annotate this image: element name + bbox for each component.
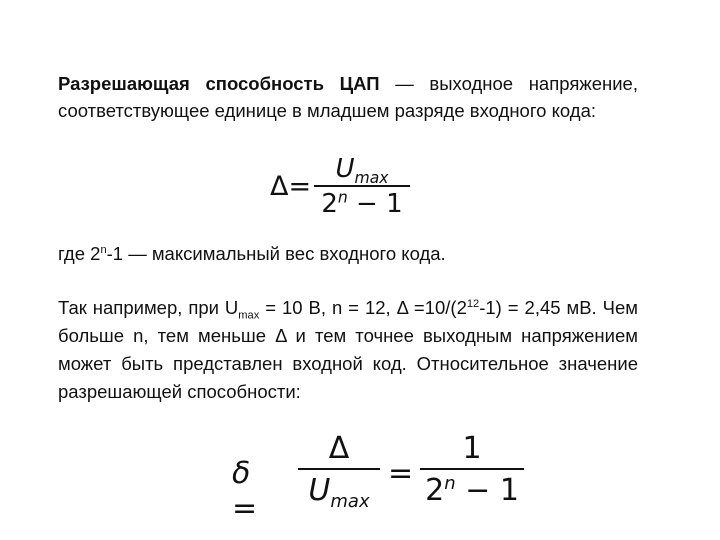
term-dac-resolution: Разрешающая способность ЦАП: [58, 73, 380, 94]
formula2-fraction-2: [420, 430, 524, 512]
formula2-equals: =: [388, 456, 414, 491]
formula1-numerator: $U_{max}$: [335, 154, 389, 188]
formula2-frac2-numerator: 1: [462, 431, 482, 466]
definition-text: — выходное напряжение, соответствующее единице в младшем разряде входного кода:: [58, 73, 638, 121]
formula1-denominator: $2^n - 1$: [321, 188, 403, 219]
formula2-frac1-numerator: Δ: [328, 431, 350, 466]
formula1-fraction: [314, 153, 410, 221]
paragraph-resolution-definition: [58, 70, 638, 124]
formula1-lhs: Δ=: [270, 171, 312, 202]
formula2-frac2-denominator: $2^n - 1$: [425, 473, 519, 508]
formula2-lhs: δ =: [232, 456, 258, 526]
paragraph-example: Так например, при $U_{max} = 10$ В, n = 12, $\Delta =10/(2^{12}-1) = 2,45$ мВ. Чем больше n, тем меньше Δ и тем точнее выходным напряжением может быть представлен входной код. Относительное значение разрешающей способности:: [58, 297, 638, 402]
formula2-frac1-denominator: $U_{max}$: [308, 473, 370, 512]
paragraph-max-weight: где 2$^n$-1 — максимальный вес входного кода.: [58, 243, 446, 264]
formula2-fraction-1: [298, 430, 380, 512]
